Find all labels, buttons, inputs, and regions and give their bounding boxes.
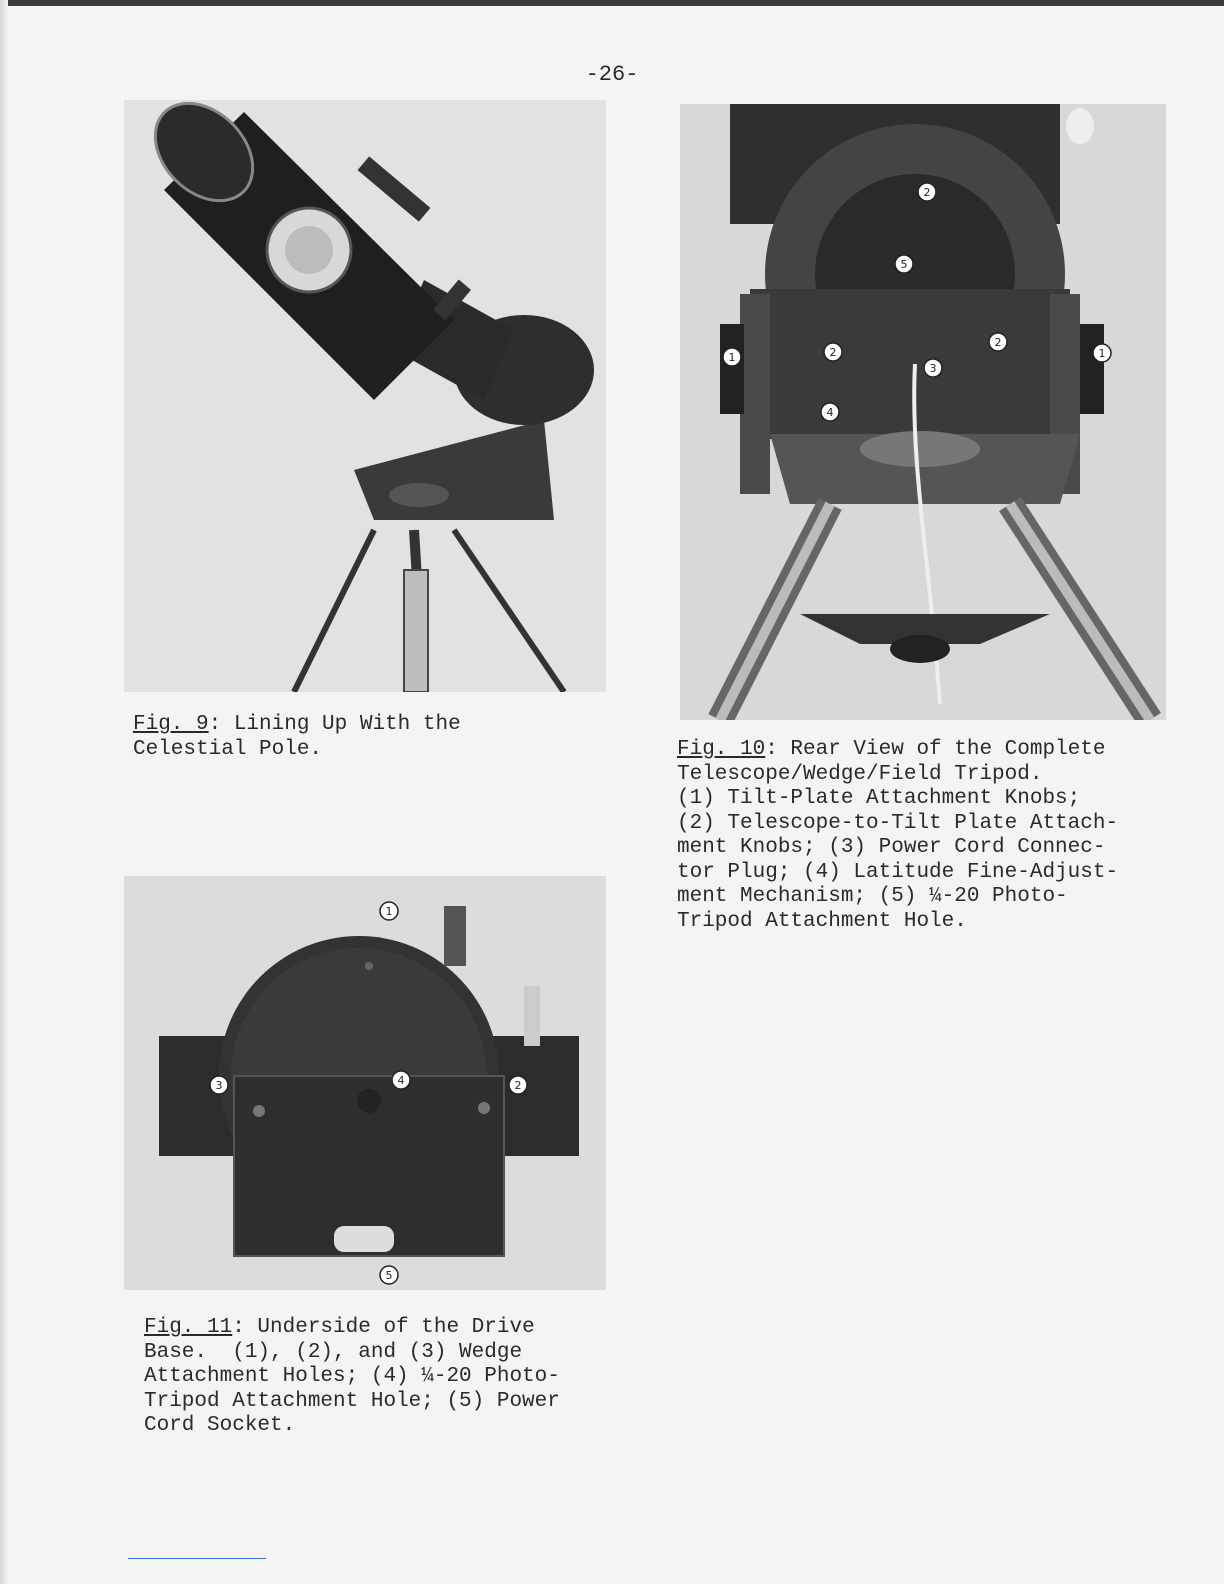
fig9-caption-line: : Lining Up With the	[208, 713, 461, 736]
fig11-callout-2	[509, 1076, 527, 1094]
fig10-label: Fig. 10	[677, 738, 766, 761]
fig10-callout-3	[924, 359, 942, 377]
page-number: -26-	[585, 62, 639, 87]
svg-text:4: 4	[826, 406, 834, 419]
fig11-callout-4	[392, 1071, 410, 1089]
fig10-callout-1-right	[1093, 344, 1111, 362]
fig11-caption-line: Cord Socket.	[144, 1414, 296, 1437]
fig10-caption-line: ment Mechanism; (5) ¼-20 Photo-	[677, 885, 1068, 908]
svg-text:2: 2	[923, 186, 931, 199]
fig9-photo	[124, 100, 606, 692]
fig10-photo	[680, 104, 1166, 720]
fig11-caption-line: Base. (1), (2), and (3) Wedge	[144, 1340, 523, 1364]
svg-text:5: 5	[385, 1269, 393, 1282]
fig10-caption-line: ment Knobs; (3) Power Cord Connec-	[677, 836, 1106, 859]
fig10-callout-2-right	[989, 333, 1007, 351]
fig11-caption	[144, 1316, 634, 1439]
svg-text:2: 2	[994, 336, 1002, 349]
svg-text:2: 2	[829, 346, 837, 359]
fig10-caption-line: : Rear View of the Complete	[765, 738, 1106, 761]
fig10-caption	[677, 738, 1197, 934]
svg-text:1: 1	[385, 905, 393, 918]
fig11-callout-1	[380, 902, 398, 920]
fig10-caption-line: Telescope/Wedge/Field Tripod.	[677, 762, 1043, 786]
fig9-caption	[133, 713, 553, 762]
fig11-caption-line: Tripod Attachment Hole; (5) Power	[144, 1389, 560, 1413]
fig11-photo	[124, 876, 606, 1290]
fig10-callout-2-top	[918, 183, 936, 201]
fig10-caption-line: Tripod Attachment Hole.	[677, 909, 967, 933]
fig11-callout-3	[210, 1076, 228, 1094]
fig9-caption-line: Celestial Pole.	[133, 737, 323, 761]
fig10-caption-line: (2) Telescope-to-Tilt Plate Attach-	[677, 811, 1119, 835]
page-left-edge	[0, 0, 8, 1584]
footnote-rule	[128, 1558, 266, 1559]
fig10-callout-4	[821, 403, 839, 421]
fig11-label: Fig. 11	[144, 1316, 233, 1339]
svg-text:2: 2	[514, 1079, 522, 1092]
svg-text:1: 1	[728, 351, 736, 364]
svg-text:3: 3	[215, 1079, 223, 1092]
page-top-edge	[0, 0, 1224, 6]
fig11-callout-5	[380, 1266, 398, 1284]
fig10-caption-line: tor Plug; (4) Latitude Fine-Adjust-	[677, 860, 1119, 884]
fig11-caption-line: Attachment Holes; (4) ¼-20 Photo-	[144, 1365, 560, 1388]
fig10-callout-2-left	[824, 343, 842, 361]
svg-text:5: 5	[900, 258, 908, 271]
fig10-caption-line: (1) Tilt-Plate Attachment Knobs;	[677, 787, 1081, 810]
fig10-callout-5	[895, 255, 913, 273]
svg-text:4: 4	[397, 1074, 405, 1087]
svg-text:3: 3	[929, 362, 937, 375]
svg-text:1: 1	[1098, 347, 1106, 360]
fig10-callout-1-left	[723, 348, 741, 366]
fig9-label: Fig. 9	[133, 713, 209, 736]
fig11-caption-line: : Underside of the Drive	[232, 1316, 535, 1339]
